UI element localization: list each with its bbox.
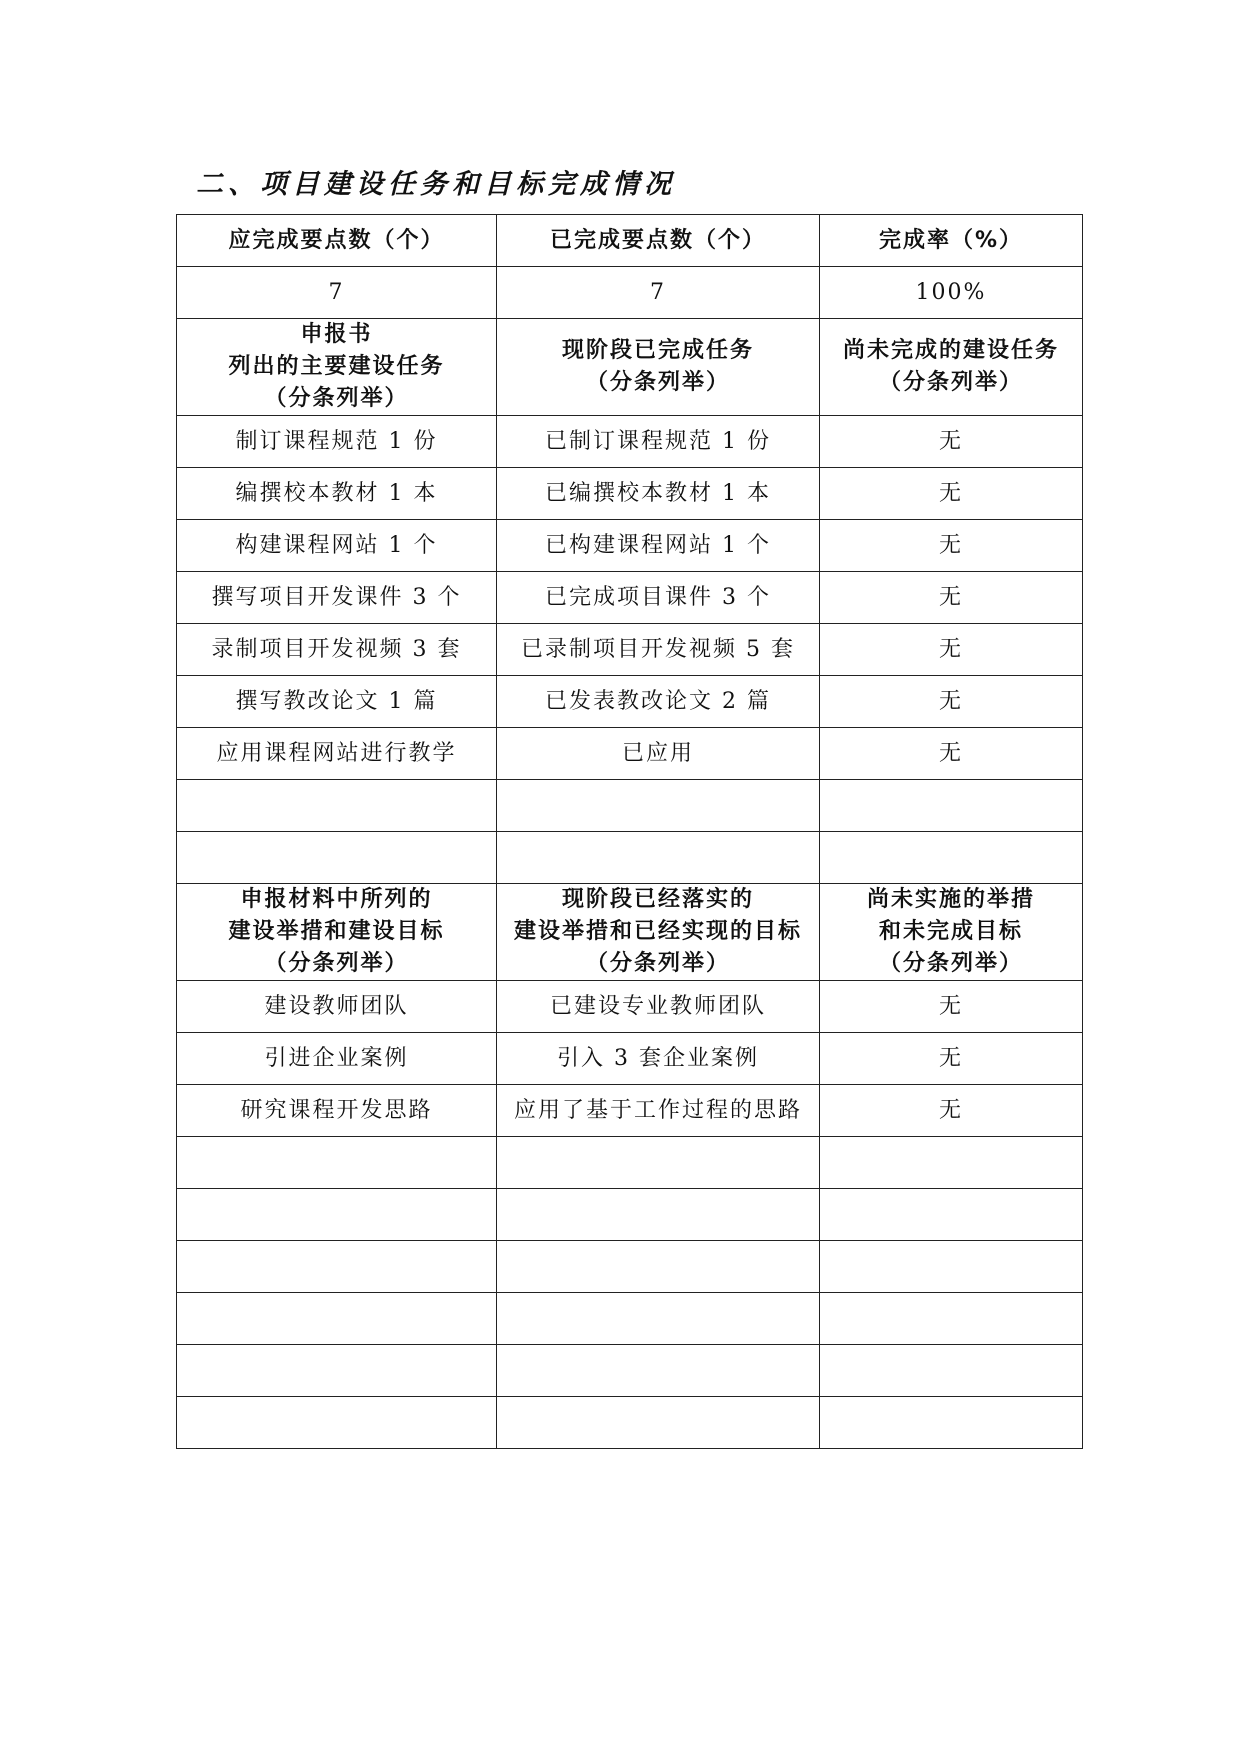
measures-header-planned: [177, 884, 497, 981]
measure-pending: [820, 1189, 1083, 1241]
task-planned: 应用课程网站进行教学: [177, 728, 497, 780]
task-planned: 构建课程网站 1 个: [177, 520, 497, 572]
header-line: 建设举措和已经实现的目标: [513, 919, 802, 944]
measure-pending: [820, 1345, 1083, 1397]
measure-implemented: [497, 1397, 820, 1449]
task-pending: [820, 832, 1083, 884]
header-line: 申报书: [300, 322, 373, 347]
tasks-header-pending: [820, 319, 1083, 416]
measure-implemented: 已建设专业教师团队: [497, 981, 820, 1033]
measure-planned: 建设教师团队: [177, 981, 497, 1033]
tasks-header-planned: [177, 319, 497, 416]
measure-row: [177, 981, 1083, 1033]
task-completed: 已完成项目课件 3 个: [497, 572, 820, 624]
summary-header-rate: 完成率（%）: [820, 215, 1083, 267]
task-row-empty: [177, 780, 1083, 832]
summary-value-row: [177, 267, 1083, 319]
task-pending: 无: [820, 728, 1083, 780]
measure-pending: [820, 1241, 1083, 1293]
measure-row-empty: [177, 1137, 1083, 1189]
measure-planned: [177, 1137, 497, 1189]
measure-implemented: [497, 1189, 820, 1241]
page-title: 二、项目建设任务和目标完成情况: [196, 169, 676, 200]
task-completed: 已编撰校本教材 1 本: [497, 468, 820, 520]
summary-header-required: 应完成要点数（个）: [177, 215, 497, 267]
measure-planned: [177, 1241, 497, 1293]
measure-implemented: 应用了基于工作过程的思路: [497, 1085, 820, 1137]
header-line: 尚未完成的建设任务: [842, 338, 1059, 363]
completion-table: [176, 214, 1083, 1449]
task-planned: 撰写教改论文 1 篇: [177, 676, 497, 728]
task-pending: 无: [820, 572, 1083, 624]
header-line: （分条列举）: [878, 370, 1023, 395]
summary-header-completed: 已完成要点数（个）: [497, 215, 820, 267]
header-line: 和未完成目标: [878, 919, 1023, 944]
task-completed: 已构建课程网站 1 个: [497, 520, 820, 572]
measure-planned: 引进企业案例: [177, 1033, 497, 1085]
task-planned: [177, 780, 497, 832]
measure-row: [177, 1085, 1083, 1137]
task-row: [177, 624, 1083, 676]
measure-planned: [177, 1345, 497, 1397]
summary-value-rate: 100%: [820, 267, 1083, 319]
measure-pending: [820, 1397, 1083, 1449]
task-planned: 制订课程规范 1 份: [177, 416, 497, 468]
measures-header-pending: [820, 884, 1083, 981]
task-row: [177, 416, 1083, 468]
task-row: [177, 572, 1083, 624]
task-completed: 已应用: [497, 728, 820, 780]
task-planned: 编撰校本教材 1 本: [177, 468, 497, 520]
measure-row-empty: [177, 1241, 1083, 1293]
measures-header-implemented: [497, 884, 820, 981]
header-line: （分条列举）: [878, 951, 1023, 976]
measure-row-empty: [177, 1293, 1083, 1345]
measure-row-empty: [177, 1397, 1083, 1449]
task-planned: [177, 832, 497, 884]
header-line: 尚未实施的举措: [866, 887, 1035, 912]
measure-pending: [820, 1293, 1083, 1345]
measure-row-empty: [177, 1189, 1083, 1241]
header-line: 现阶段已经落实的: [561, 887, 754, 912]
task-completed: [497, 780, 820, 832]
measure-pending: 无: [820, 1033, 1083, 1085]
measure-implemented: 引入 3 套企业案例: [497, 1033, 820, 1085]
task-pending: [820, 780, 1083, 832]
task-completed: [497, 832, 820, 884]
header-line: 现阶段已完成任务: [561, 338, 754, 363]
tasks-header-completed: [497, 319, 820, 416]
task-row-empty: [177, 832, 1083, 884]
header-line: （分条列举）: [585, 951, 730, 976]
measure-pending: [820, 1137, 1083, 1189]
tasks-header-row: [177, 319, 1083, 416]
measure-planned: 研究课程开发思路: [177, 1085, 497, 1137]
measure-pending: 无: [820, 1085, 1083, 1137]
task-pending: 无: [820, 468, 1083, 520]
header-line: （分条列举）: [264, 386, 409, 411]
task-planned: 录制项目开发视频 3 套: [177, 624, 497, 676]
task-pending: 无: [820, 416, 1083, 468]
task-row: [177, 468, 1083, 520]
header-line: 列出的主要建设任务: [228, 354, 445, 379]
measure-pending: 无: [820, 981, 1083, 1033]
header-line: （分条列举）: [585, 370, 730, 395]
measure-implemented: [497, 1241, 820, 1293]
task-row: [177, 676, 1083, 728]
task-planned: 撰写项目开发课件 3 个: [177, 572, 497, 624]
measure-planned: [177, 1397, 497, 1449]
summary-value-completed: 7: [497, 267, 820, 319]
task-pending: 无: [820, 624, 1083, 676]
measure-row: [177, 1033, 1083, 1085]
task-row: [177, 520, 1083, 572]
measure-planned: [177, 1293, 497, 1345]
task-pending: 无: [820, 676, 1083, 728]
task-completed: 已发表教改论文 2 篇: [497, 676, 820, 728]
task-pending: 无: [820, 520, 1083, 572]
measure-row-empty: [177, 1345, 1083, 1397]
measure-planned: [177, 1189, 497, 1241]
measure-implemented: [497, 1345, 820, 1397]
summary-value-required: 7: [177, 267, 497, 319]
measure-implemented: [497, 1137, 820, 1189]
task-completed: 已制订课程规范 1 份: [497, 416, 820, 468]
header-line: 申报材料中所列的: [240, 887, 433, 912]
measure-implemented: [497, 1293, 820, 1345]
header-line: 建设举措和建设目标: [228, 919, 445, 944]
task-completed: 已录制项目开发视频 5 套: [497, 624, 820, 676]
task-row: [177, 728, 1083, 780]
summary-header-row: [177, 215, 1083, 267]
header-line: （分条列举）: [264, 951, 409, 976]
measures-header-row: [177, 884, 1083, 981]
